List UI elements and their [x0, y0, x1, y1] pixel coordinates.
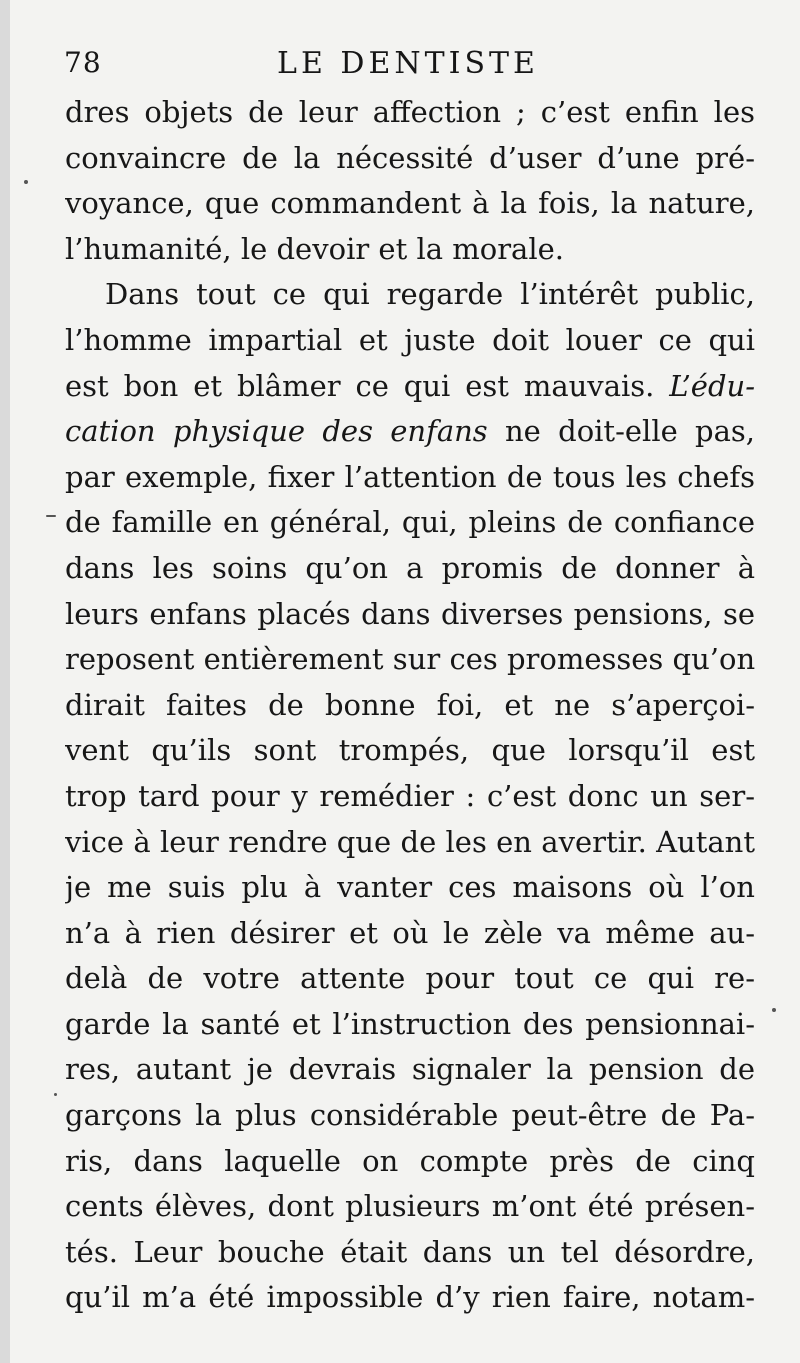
text-line: delà de votre attente pour tout ce qui re-: [65, 961, 755, 996]
paper-speck: [772, 1008, 776, 1012]
italic-title: cation physique des enfans: [65, 414, 488, 449]
italic-title: L’édu-: [669, 368, 755, 403]
text-line: par exemple, fixer l’attention de tous les chefs: [65, 459, 755, 494]
running-title: LE DENTISTE: [277, 46, 539, 81]
body-text: [65, 90, 755, 1321]
paper-speck: [54, 1093, 57, 1096]
text-line: tés. Leur bouche était dans un tel désordre,: [65, 1234, 755, 1269]
text-line: [65, 409, 755, 455]
text-line: vent qu’ils sont trompés, que lorsqu’il est: [65, 733, 755, 768]
text-line: l’humanité, le devoir et la morale.: [65, 231, 565, 266]
text-line: vice à leur rendre que de les en avertir. Autant: [65, 824, 755, 859]
text-line: convaincre de la nécessité d’user d’une pré-: [65, 140, 755, 175]
text-line: garde la santé et l’instruction des pensionnai-: [65, 1006, 755, 1041]
text-line: l’homme impartial et juste doit louer ce qui: [65, 322, 755, 357]
text-line: qu’il m’a été impossible d’y rien faire, notam-: [65, 1280, 755, 1315]
text-line: de famille en général, qui, pleins de confiance: [65, 505, 755, 540]
text-line: dres objets de leur affection ; c’est enfin les: [65, 95, 755, 129]
text-line: leurs enfans placés dans diverses pensions, se: [65, 596, 755, 631]
text-line: reposent entièrement sur ces promesses qu’on: [65, 642, 755, 677]
text-line: res, autant je devrais signaler la pension de: [65, 1052, 755, 1087]
page-number: 78: [64, 46, 102, 79]
text-line: garçons la plus considérable peut-être de Pa-: [65, 1098, 755, 1133]
text-line: Dans tout ce qui regarde l’intérêt public,: [105, 277, 755, 312]
text-line: ris, dans laquelle on compte près de cinq: [65, 1143, 755, 1178]
text-line: trop tard pour y remédier : c’est donc un ser-: [65, 778, 755, 813]
paper-speck: [46, 515, 56, 517]
paper-speck: [24, 180, 28, 184]
page-header: [58, 38, 758, 86]
text-line: je me suis plu à vanter ces maisons où l’on: [65, 870, 755, 905]
text-line: voyance, que commandent à la fois, la nature,: [65, 186, 755, 221]
text-run: est bon et blâmer ce qui est mauvais.: [65, 368, 670, 403]
text-line: dans les soins qu’on a promis de donner à: [65, 550, 755, 585]
text-line: dirait faites de bonne foi, et ne s’aperçoi-: [65, 687, 755, 722]
text-line: [65, 364, 755, 410]
text-line: n’a à rien désirer et où le zèle va même au-: [65, 915, 755, 950]
text-line: cents élèves, dont plusieurs m’ont été présen-: [65, 1189, 755, 1224]
text-run: ne doit-elle pas,: [487, 414, 755, 449]
